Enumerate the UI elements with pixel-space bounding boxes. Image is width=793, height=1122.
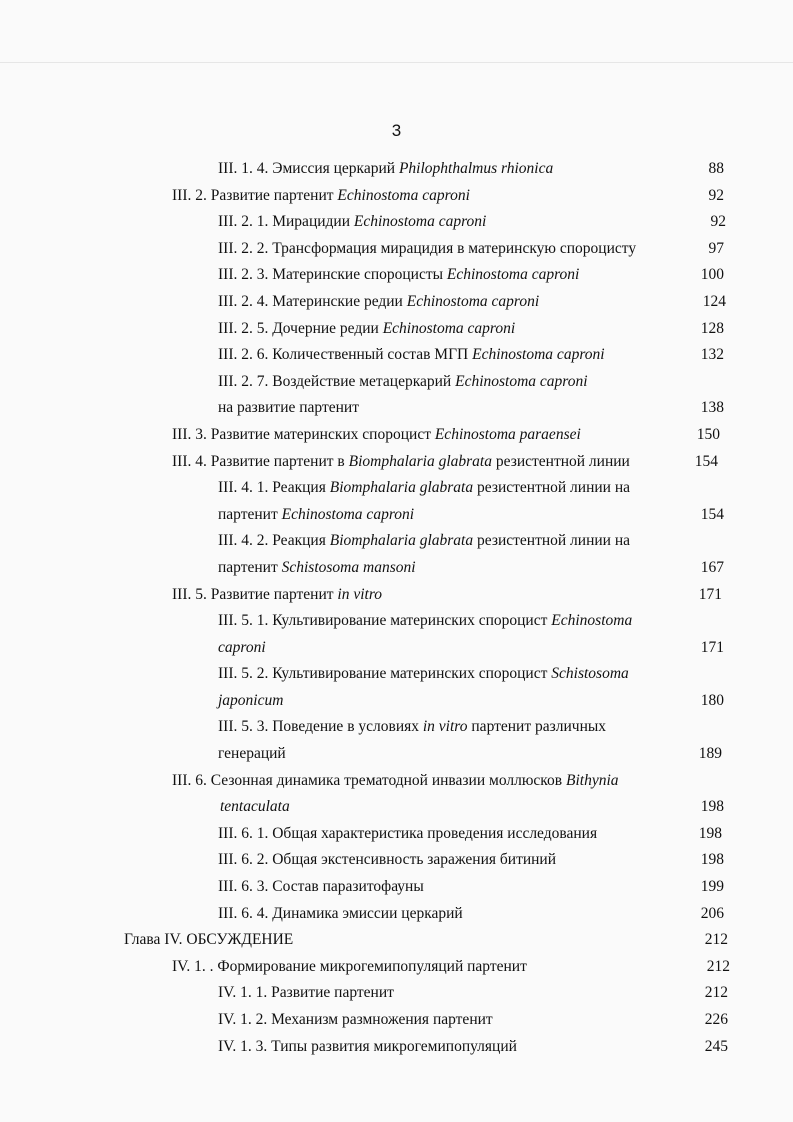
toc-entry — [0, 449, 793, 476]
toc-page-number: 150 — [696, 425, 720, 443]
title-text: III. 2. 7. Воздействие метацеркарий — [218, 372, 456, 390]
toc-entry-title — [218, 821, 597, 848]
toc-page-number: 88 — [708, 160, 724, 177]
toc-entry-continuation — [0, 635, 793, 662]
title-text: III. 4. 1. Реакция — [218, 479, 330, 497]
title-text: генераций — [218, 745, 286, 763]
toc-page-number: 92 — [710, 213, 726, 231]
toc-page-number: 154 — [694, 452, 718, 470]
toc-entry-title — [172, 449, 630, 476]
toc-entry-title — [218, 741, 286, 768]
toc-page-number: 171 — [700, 638, 724, 656]
toc-entry — [0, 980, 793, 1007]
toc-entry-title — [218, 502, 414, 529]
title-text: III. 1. 4. Эмиссия церкарий — [218, 160, 399, 177]
title-italic: Echinostoma caproni — [382, 319, 516, 337]
toc-entry-title — [218, 980, 394, 1007]
toc-entry-title — [218, 316, 515, 343]
toc-entry-title — [218, 608, 632, 635]
toc-entry-title — [218, 635, 266, 662]
title-text: III. 2. 6. Количественный состав МГП — [218, 346, 473, 364]
toc-entry — [0, 422, 793, 449]
toc-entry-continuation — [0, 794, 793, 821]
title-text: IV. 1. 2. Механизм размножения партенит — [218, 1011, 493, 1028]
toc-entry — [0, 1007, 793, 1034]
toc-page-number: 97 — [708, 239, 724, 257]
title-text: III. 2. 5. Дочерние редии — [218, 319, 383, 337]
title-text-tail: резистентной линии на — [473, 532, 631, 550]
toc-page-number: 198 — [700, 851, 724, 869]
title-italic: in vitro — [422, 718, 468, 736]
title-text: III. 2. 2. Трансформация мирацидия в материнскую спороцисту — [218, 239, 637, 257]
title-text: III. 6. 2. Общая экстенсивность заражения битиний — [218, 851, 557, 869]
title-text-tail: партенит различных — [467, 718, 607, 736]
title-italic: Biomphalaria glabrata — [348, 452, 492, 470]
toc-page-number: 206 — [700, 904, 724, 922]
toc-entry — [0, 714, 793, 741]
title-text: IV. 1. . Формирование микрогемипопуляций партенит — [172, 957, 527, 975]
title-text: III. 2. 1. Мирацидии — [218, 213, 354, 231]
toc-entry — [0, 262, 793, 289]
toc-entry-title — [218, 874, 424, 901]
title-text: IV. 1. 3. Типы развития микрогемипопуляций — [218, 1037, 517, 1055]
toc-page-number: 198 — [700, 798, 724, 816]
toc-entry-title — [218, 369, 588, 396]
title-italic: Schistosoma — [551, 665, 629, 683]
toc-entry-title — [218, 395, 359, 422]
title-text-tail: резистентной линии на — [473, 479, 631, 497]
toc-entry-title — [218, 289, 539, 316]
title-text: III. 4. 2. Реакция — [218, 532, 330, 550]
toc-page-number: 92 — [708, 186, 724, 204]
toc-entry — [0, 156, 793, 183]
title-italic: tentaculata — [220, 798, 290, 816]
title-text: III. 2. 4. Материнские редии — [218, 292, 407, 310]
toc-entry-title — [218, 661, 629, 688]
toc-entry — [0, 342, 793, 369]
toc-page-number: 212 — [704, 984, 728, 1002]
toc-entry-title — [172, 582, 382, 609]
title-italic: Philophthalmus rhionica — [398, 160, 554, 177]
toc-entry — [0, 582, 793, 609]
toc-page-number: 100 — [700, 266, 724, 284]
toc-entry-title — [218, 555, 416, 582]
toc-entry — [0, 768, 793, 795]
toc-page-number: 198 — [698, 824, 722, 842]
toc-page-number: 171 — [698, 585, 722, 603]
title-italic: Schistosoma mansoni — [281, 558, 416, 576]
title-text-tail: резистентной линии — [492, 452, 630, 470]
title-italic: Biomphalaria glabrata — [329, 532, 474, 550]
toc-entry-title — [172, 183, 470, 210]
toc-entry-continuation — [0, 688, 793, 715]
toc-entry — [0, 209, 793, 236]
toc-entry — [0, 874, 793, 901]
title-italic: Biomphalaria glabrata — [329, 479, 474, 497]
toc-entry — [0, 289, 793, 316]
toc-chapter — [0, 927, 793, 954]
toc-entry-title — [218, 528, 630, 555]
title-italic: Echinostoma caproni — [281, 505, 415, 523]
toc-entry-title — [218, 342, 605, 369]
toc-entry — [0, 847, 793, 874]
toc-entry — [0, 608, 793, 635]
toc-entry-title — [218, 236, 636, 263]
toc-entry — [0, 316, 793, 343]
toc-page-number: 212 — [704, 931, 728, 949]
toc-entry-title — [218, 847, 556, 874]
page-number: 3 — [391, 121, 402, 140]
toc-entry — [0, 1034, 793, 1061]
toc-entry-title — [218, 475, 630, 502]
toc-entry-title — [218, 262, 579, 289]
title-italic: Echinostoma caproni — [406, 292, 540, 310]
toc-entry-title — [172, 768, 619, 795]
title-text: III. 5. 2. Культивирование материнских спороцист — [218, 665, 552, 683]
toc-entry-title — [218, 714, 606, 741]
toc-entry-title — [172, 422, 581, 449]
toc-entry — [0, 661, 793, 688]
title-text: Глава IV. ОБСУЖДЕНИЕ — [124, 931, 294, 949]
title-text: на развитие партенит — [218, 399, 359, 417]
table-of-contents — [0, 156, 793, 1060]
toc-page-number: 226 — [704, 1011, 728, 1028]
toc-entry-continuation — [0, 502, 793, 529]
toc-entry-title — [124, 927, 293, 954]
toc-page-number: 167 — [700, 558, 724, 576]
toc-entry — [0, 528, 793, 555]
toc-entry-title — [218, 688, 283, 715]
title-text: III. 2. 3. Материнские спороцисты — [218, 266, 447, 284]
title-text: III. 6. Сезонная динамика трематодной инвазии моллюсков — [172, 771, 566, 789]
toc-entry-title — [218, 1034, 517, 1061]
toc-entry-continuation — [0, 555, 793, 582]
toc-page-number: 138 — [700, 399, 724, 417]
toc-entry-title — [218, 156, 553, 183]
toc-entry — [0, 954, 793, 981]
title-text: III. 4. Развитие партенит в — [172, 452, 349, 470]
title-text: III. 6. 4. Динамика эмиссии церкарий — [218, 904, 463, 922]
toc-entry-title — [218, 901, 463, 928]
toc-entry — [0, 475, 793, 502]
title-italic: Echinostoma — [551, 612, 633, 630]
title-italic: in vitro — [337, 585, 383, 603]
title-text: III. 2. Развитие партенит — [172, 186, 338, 204]
toc-page-number: 212 — [706, 957, 730, 975]
title-italic: Echinostoma caproni — [472, 346, 605, 364]
toc-page-number: 132 — [700, 346, 724, 364]
toc-entry-continuation — [0, 741, 793, 768]
toc-entry — [0, 183, 793, 210]
title-text: партенит — [218, 558, 282, 576]
title-text: партенит — [218, 505, 282, 523]
title-text: III. 5. 3. Поведение в условиях — [218, 718, 423, 736]
title-text: III. 3. Развитие материнских спороцист — [172, 425, 435, 443]
toc-page-number: 124 — [702, 292, 726, 310]
title-italic: Echinostoma paraensei — [434, 425, 581, 443]
toc-entry — [0, 901, 793, 928]
toc-entry-title — [218, 209, 486, 236]
title-text: III. 5. 1. Культивирование материнских спороцист — [218, 612, 552, 630]
title-text: III. 6. 3. Состав паразитофауны — [218, 878, 424, 896]
toc-entry — [0, 369, 793, 396]
title-italic: Bithynia — [566, 771, 619, 789]
title-text: III. 5. Развитие партенит — [172, 585, 338, 603]
toc-entry — [0, 236, 793, 263]
toc-entry-title — [218, 1007, 493, 1034]
scan-page-edge — [0, 62, 793, 63]
toc-page-number: 128 — [700, 319, 724, 337]
title-italic: Echinostoma caproni — [455, 372, 588, 390]
toc-entry-title — [172, 954, 527, 981]
title-italic: caproni — [218, 638, 266, 656]
toc-entry — [0, 821, 793, 848]
title-italic: Echinostoma caproni — [337, 186, 470, 204]
toc-page-number: 180 — [700, 691, 724, 709]
toc-entry-continuation — [0, 395, 793, 422]
title-text: III. 6. 1. Общая характеристика проведения исследования — [218, 824, 598, 842]
toc-page-number: 199 — [700, 878, 724, 896]
title-italic: Echinostoma caproni — [353, 213, 487, 231]
toc-page-number: 245 — [704, 1037, 728, 1055]
title-text: IV. 1. 1. Развитие партенит — [218, 984, 394, 1002]
toc-page-number: 154 — [700, 505, 724, 523]
title-italic: japonicum — [218, 691, 284, 709]
title-italic: Echinostoma caproni — [446, 266, 580, 284]
toc-entry-title — [220, 794, 290, 821]
toc-page-number: 189 — [698, 745, 722, 763]
